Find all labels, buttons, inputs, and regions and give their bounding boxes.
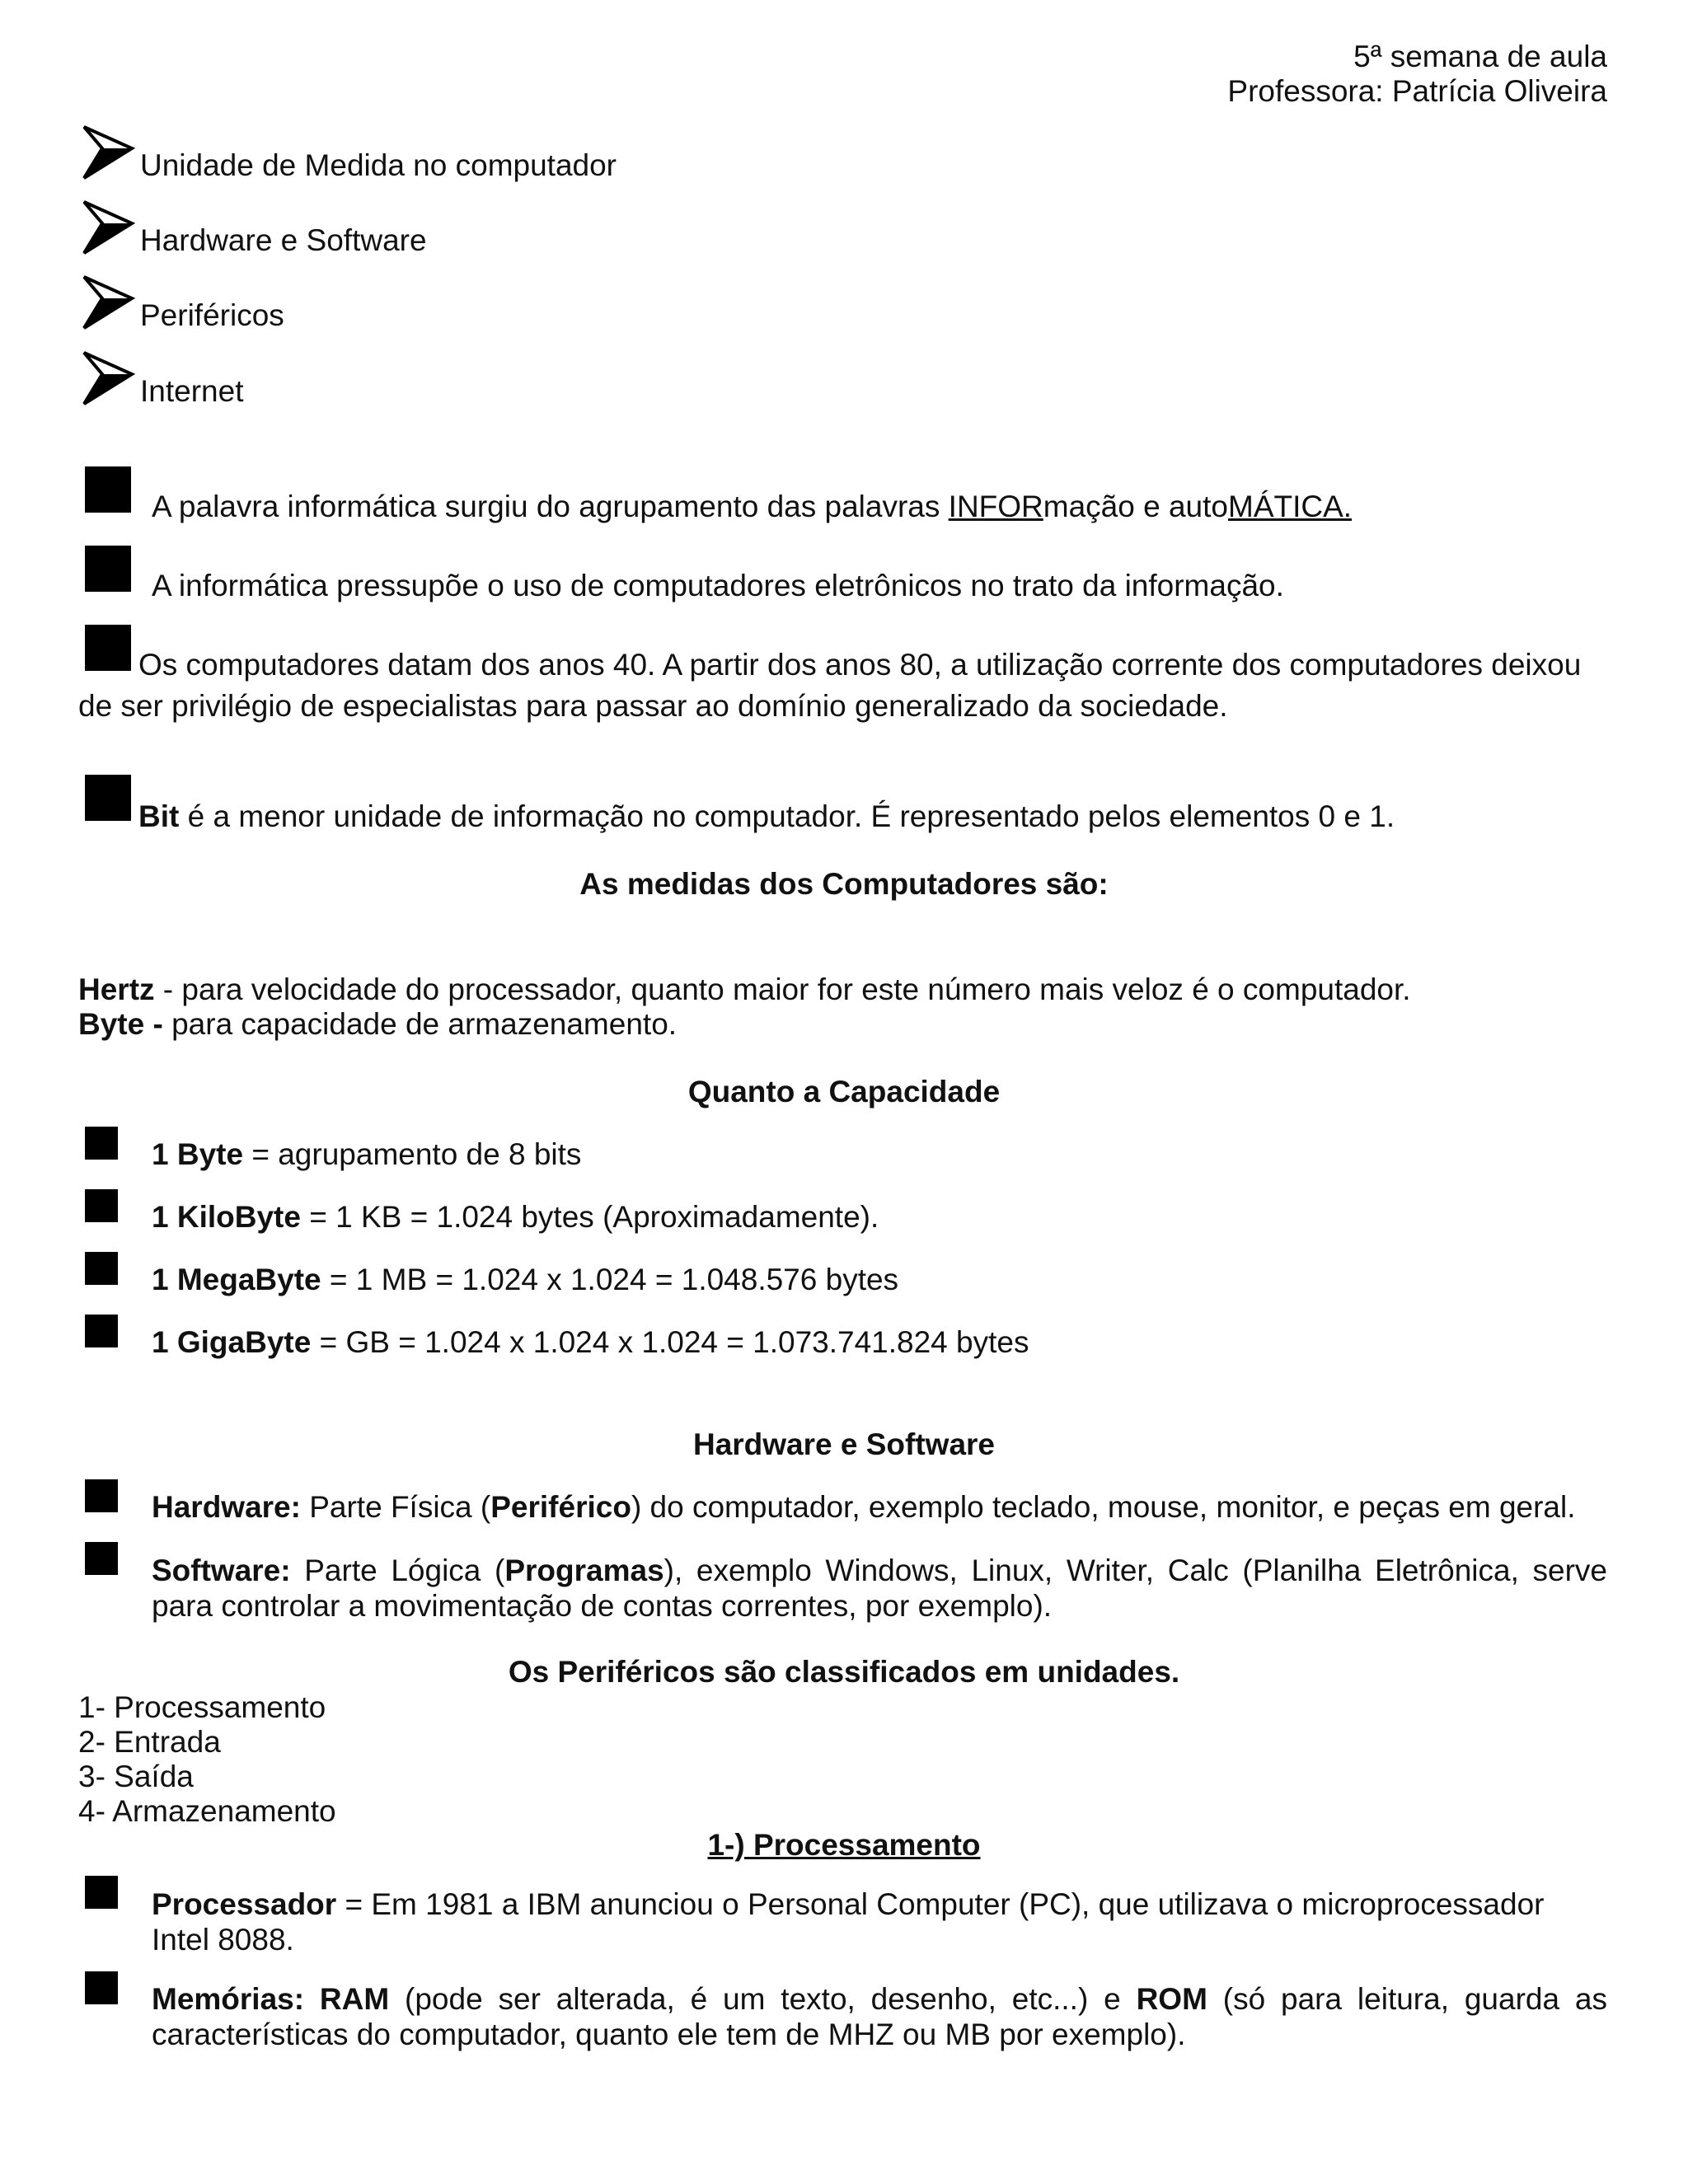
topic-label: Hardware e Software (140, 223, 427, 257)
software-term: Software: (152, 1554, 291, 1587)
capacity-text: = 1 MB = 1.024 x 1.024 = 1.048.576 bytes (321, 1263, 899, 1296)
memory-text: (pode ser alterada, é um texto, desenho, etc...) e (389, 1982, 1137, 2016)
hardware-periferico: Periférico (490, 1490, 631, 1524)
capacity-term: 1 MegaByte (152, 1263, 321, 1296)
peripheral-unit-item: 4- Armazenamento (78, 1794, 336, 1828)
bit-term: Bit (138, 799, 180, 833)
square-bullet-icon (85, 1315, 118, 1347)
software-programas: Programas (504, 1554, 664, 1587)
arrow-bullet-icon (81, 349, 135, 407)
software-text: Parte Lógica ( (290, 1554, 505, 1587)
square-bullet-icon (85, 1189, 118, 1222)
intro-paragraph-3-line2: de ser privilégio de especialistas para passar ao domínio generalizado da sociedade. (78, 689, 1228, 723)
byte-term: Byte - (78, 1007, 163, 1041)
hardware-text-rest: ) do computador, exemplo teclado, mouse, monitor, e peças em geral. (631, 1490, 1576, 1524)
arrow-bullet-icon (81, 124, 135, 181)
byte-text: para capacidade de armazenamento. (162, 1007, 678, 1041)
capacity-text: = GB = 1.024 x 1.024 x 1.024 = 1.073.741.824 bytes (311, 1325, 1029, 1359)
peripheral-unit-item: 3- Saída (78, 1760, 194, 1793)
memory-definition (152, 1981, 1607, 2052)
capacity-term: 1 Byte (152, 1137, 244, 1171)
capacity-item (152, 1263, 898, 1298)
arrow-bullet-icon (81, 199, 135, 256)
intro-paragraph-2: A informática pressupõe o uso de computadores eletrônicos no trato da informação. (152, 569, 1284, 602)
square-bullet-icon (85, 546, 131, 592)
square-bullet-icon (85, 466, 131, 513)
intro-paragraph-1 (152, 490, 1352, 525)
processor-term: Processador (152, 1887, 337, 1921)
capacity-item (152, 1137, 581, 1173)
header-week: 5ª semana de aula (1353, 40, 1607, 73)
hertz-text: - para velocidade do processador, quanto maior for este número mais veloz é o computador. (154, 972, 1411, 1006)
header-teacher: Professora: Patrícia Oliveira (1227, 74, 1607, 108)
capacity-text: = agrupamento de 8 bits (243, 1137, 582, 1171)
intro-paragraph-3-line1: Os computadores datam dos anos 40. A partir dos anos 80, a utilização corrente dos computadores deixou (138, 648, 1582, 682)
memory-rom-term: ROM (1136, 1982, 1207, 2016)
square-bullet-icon (85, 1127, 118, 1160)
section-heading-capacidade: Quanto a Capacidade (687, 1075, 1001, 1108)
intro-p1-text-mid: mação e auto (1043, 490, 1228, 523)
intro-p1-text: A palavra informática surgiu do agrupamento das palavras (152, 490, 949, 523)
capacity-term: 1 KiloByte (152, 1200, 301, 1234)
software-text-rest: ), exemplo Windows, Linux, Writer, Calc (Planilha Eletrônica, serve para controlar a movimentação de contas correntes, por exemplo). (152, 1554, 1607, 1623)
hardware-text: Parte Física ( (300, 1490, 491, 1524)
capacity-item (152, 1200, 879, 1235)
square-bullet-icon (85, 1252, 118, 1285)
hertz-term: Hertz (78, 972, 155, 1006)
capacity-term: 1 GigaByte (152, 1325, 312, 1359)
peripheral-unit-item: 2- Entrada (78, 1725, 221, 1759)
software-definition (152, 1553, 1607, 1624)
bit-definition (138, 799, 1395, 835)
square-bullet-icon (85, 1971, 118, 2004)
hardware-definition (152, 1490, 1576, 1526)
square-bullet-icon (85, 1876, 118, 1909)
square-bullet-icon (85, 625, 131, 671)
arrow-bullet-icon (81, 274, 135, 331)
peripheral-unit-item: 1- Processamento (78, 1690, 326, 1724)
processor-definition (152, 1886, 1607, 1957)
section-heading-hw-sw: Hardware e Software (692, 1427, 996, 1461)
square-bullet-icon (85, 775, 131, 821)
bit-text: é a menor unidade de informação no computador. É representado pelos elementos 0 e 1. (179, 799, 1395, 833)
hertz-definition (78, 972, 1411, 1008)
intro-p1-underline-infor: INFOR (948, 490, 1043, 523)
capacity-text: = 1 KB = 1.024 bytes (Aproximadamente). (300, 1200, 879, 1234)
processor-text: = Em 1981 a IBM anunciou o Personal Computer (PC), que utilizava o microprocessador Intel 8088. (152, 1887, 1545, 1957)
section-heading-processamento: 1-) Processamento (707, 1828, 981, 1862)
hardware-term: Hardware: (152, 1490, 301, 1524)
memory-text-rest: (só para leitura, guarda as características do computador, quanto ele tem de MHZ ou MB por exemplo). (152, 1982, 1607, 2051)
topic-label: Unidade de Medida no computador (140, 148, 617, 182)
topic-label: Internet (140, 374, 244, 408)
square-bullet-icon (85, 1479, 118, 1512)
capacity-item (152, 1325, 1029, 1361)
memory-term: Memórias: RAM (152, 1982, 390, 2016)
intro-p1-underline-matica: MÁTICA. (1228, 490, 1353, 523)
byte-definition (78, 1007, 677, 1043)
topic-label: Periféricos (140, 298, 284, 332)
section-heading-medidas: As medidas dos Computadores são: (579, 867, 1109, 901)
section-heading-perifericos: Os Periféricos são classificados em unidades. (508, 1655, 1180, 1689)
square-bullet-icon (85, 1542, 118, 1575)
